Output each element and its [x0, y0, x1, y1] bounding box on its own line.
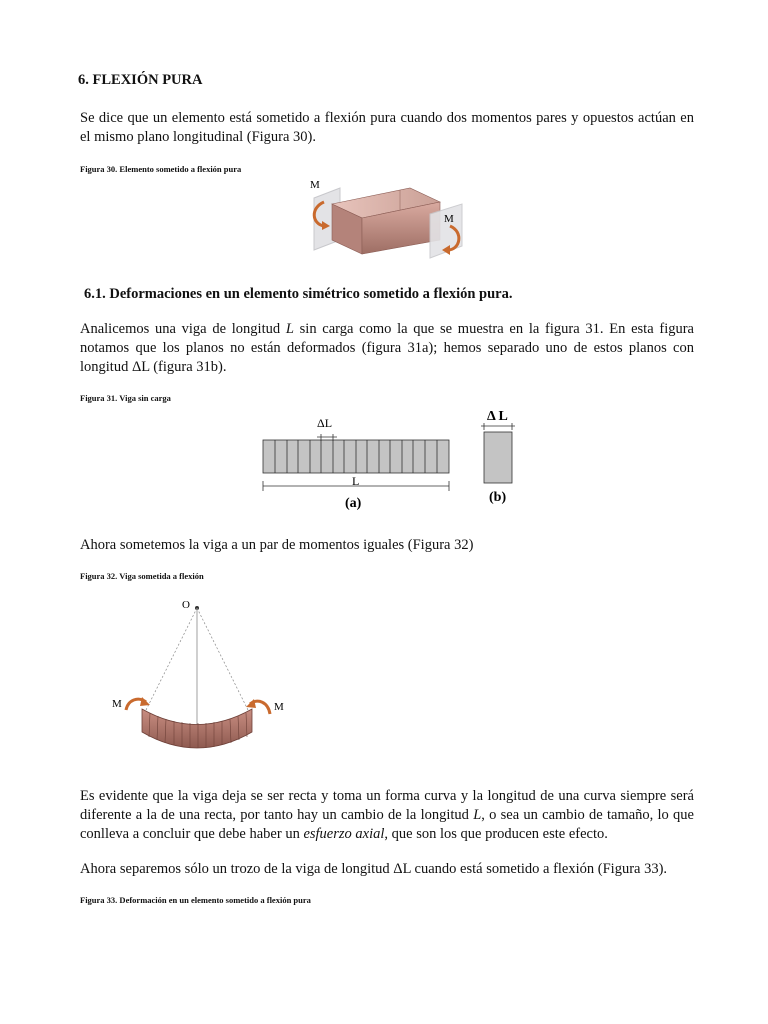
section-heading: 6. FLEXIÓN PURA: [78, 72, 203, 88]
para4-part3: , que son los que producen este efecto.: [384, 826, 608, 842]
subsection-heading: 6.1. Deformaciones en un elemento simétrico sometido a flexión pura.: [84, 286, 513, 302]
figure-32-image: [100, 592, 300, 768]
figure-31-delta-label-a: ΔL: [317, 416, 333, 430]
paragraph-apply-moments: Ahora sometemos la viga a un par de momentos iguales (Figura 32): [80, 537, 474, 553]
para4-part1: Es evidente que la viga deja se ser recta y toma un forma curva y la longitud de una curva siempre será diferente a la de una recta, por tanto hay un cambio de la longitud: [80, 788, 694, 823]
paragraph-curvature: [80, 787, 694, 844]
figure-31-label-a: (a): [345, 496, 362, 511]
figure-31-label-b: (b): [489, 490, 507, 505]
figure-32-center-label: O: [182, 599, 190, 611]
variable-L: L: [473, 807, 482, 823]
para2-part1: Analicemos una viga de longitud: [80, 321, 286, 337]
figure-32-caption: Figura 32. Viga sometida a flexión: [80, 571, 204, 581]
figure-30-moment-left: M: [310, 179, 320, 191]
figure-30-caption: Figura 30. Elemento sometido a flexión pura: [80, 164, 242, 174]
figure-31-delta-label-b: Δ L: [487, 409, 508, 424]
figure-32-moment-right: M: [274, 701, 284, 713]
figure-31-image: [255, 404, 525, 512]
emphasis-axial-stress: esfuerzo axial: [303, 826, 385, 842]
para2-part2: sin carga como la que se muestra en la figura 31. En esta figura notamos que los planos no están deformados (figura 31a); hemos separado uno de estos planos con longitud ΔL (figura 31b).: [80, 321, 694, 375]
figure-31-length-label: L: [352, 474, 360, 488]
beam-slice: [484, 432, 512, 483]
intro-paragraph: Se dice que un elemento está sometido a flexión pura cuando dos momentos pares y opuestos actúan en el mismo plano longitudinal (Figura 30).: [80, 110, 694, 145]
figure-33-caption: Figura 33. Deformación en un elemento sometido a flexión pura: [80, 895, 311, 905]
paragraph-separate-segment: Ahora separemos sólo un trozo de la viga de longitud ΔL cuando está sometido a flexión (Figura 33).: [80, 861, 668, 877]
beam-unloaded: [263, 440, 449, 473]
para4-part2: , o sea un cambio de tamaño, lo que conlleva a concluir que debe haber un: [80, 807, 694, 842]
figure-31-caption: Figura 31. Viga sin carga: [80, 393, 171, 403]
figure-30-image: [300, 174, 472, 266]
figure-32-moment-left: M: [112, 698, 122, 710]
paragraph-beam-intro: [80, 320, 694, 377]
figure-30-moment-right: M: [444, 213, 454, 225]
variable-L: L: [285, 321, 294, 337]
